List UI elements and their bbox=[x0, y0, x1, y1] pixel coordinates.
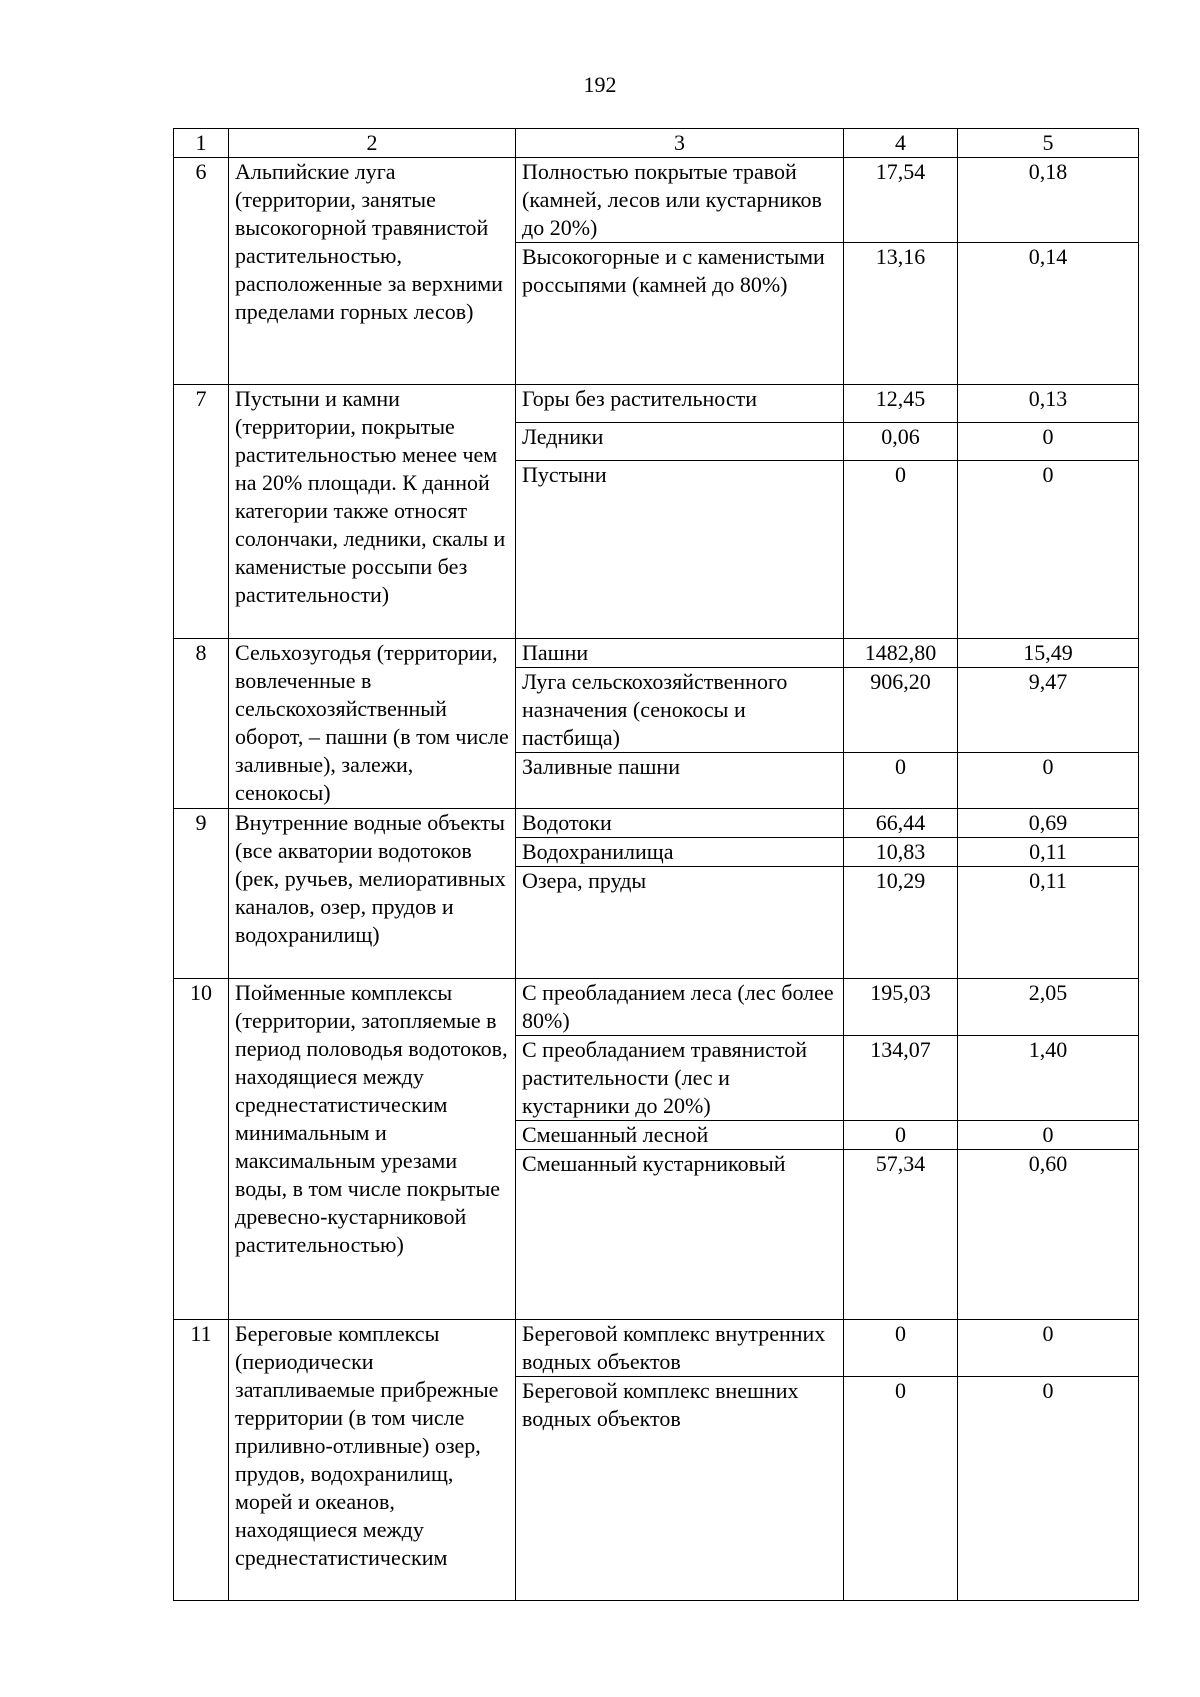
area-value-cell: 0 bbox=[844, 461, 958, 639]
area-value-cell: 1482,80 bbox=[844, 639, 958, 668]
percent-value-cell: 0,14 bbox=[958, 243, 1139, 385]
subtype-cell: Смешанный кустарниковый bbox=[516, 1150, 844, 1320]
percent-value-cell: 0,60 bbox=[958, 1150, 1139, 1320]
area-value-cell: 12,45 bbox=[844, 385, 958, 423]
percent-value-cell: 0,69 bbox=[958, 809, 1139, 838]
percent-value-cell: 15,49 bbox=[958, 639, 1139, 668]
area-value-cell: 134,07 bbox=[844, 1036, 958, 1121]
subtype-cell: Смешанный лесной bbox=[516, 1121, 844, 1150]
subtype-cell: Полностью покрытые травой (камней, лесов или кустарников до 20%) bbox=[516, 158, 844, 243]
percent-value-cell: 0,11 bbox=[958, 867, 1139, 979]
row-number: 10 bbox=[174, 979, 229, 1320]
percent-value-cell: 9,47 bbox=[958, 668, 1139, 753]
area-value-cell: 13,16 bbox=[844, 243, 958, 385]
percent-value-cell: 0 bbox=[958, 1320, 1139, 1377]
percent-value-cell: 0 bbox=[958, 423, 1139, 461]
table-row bbox=[174, 809, 1139, 838]
column-header: 5 bbox=[958, 129, 1139, 158]
category-description: Внутренние водные объекты (все акватории водотоков (рек, ручьев, мелиоративных каналов, озер, прудов и водохранилищ) bbox=[229, 809, 516, 979]
land-category-table bbox=[173, 128, 1139, 1601]
row-number: 6 bbox=[174, 158, 229, 385]
subtype-cell: Горы без растительности bbox=[516, 385, 844, 423]
subtype-cell: Береговой комплекс внешних водных объектов bbox=[516, 1377, 844, 1601]
percent-value-cell: 0 bbox=[958, 1377, 1139, 1601]
subtype-cell: Водохранилища bbox=[516, 838, 844, 867]
row-number: 7 bbox=[174, 385, 229, 639]
percent-value-cell: 0 bbox=[958, 1121, 1139, 1150]
percent-value-cell: 0,11 bbox=[958, 838, 1139, 867]
area-value-cell: 10,29 bbox=[844, 867, 958, 979]
page-number: 192 bbox=[583, 72, 617, 97]
area-value-cell: 57,34 bbox=[844, 1150, 958, 1320]
table-row bbox=[174, 1320, 1139, 1377]
area-value-cell: 66,44 bbox=[844, 809, 958, 838]
percent-value-cell: 0,13 bbox=[958, 385, 1139, 423]
table-row bbox=[174, 979, 1139, 1036]
subtype-cell: С преобладанием леса (лес более 80%) bbox=[516, 979, 844, 1036]
category-description: Пустыни и камни (территории, покрытые растительностью менее чем на 20% площади. К данной категории также относят солончаки, ледники, скалы и каменистые россыпи без растительности) bbox=[229, 385, 516, 639]
percent-value-cell: 0 bbox=[958, 753, 1139, 809]
table-row bbox=[174, 385, 1139, 423]
table-header-row bbox=[174, 129, 1139, 158]
subtype-cell: Водотоки bbox=[516, 809, 844, 838]
column-header: 1 bbox=[174, 129, 229, 158]
subtype-cell: Ледники bbox=[516, 423, 844, 461]
row-number: 8 bbox=[174, 639, 229, 809]
category-description: Сельхозугодья (территории, вовлеченные в сельскохозяйственный оборот, – пашни (в том числе заливные), залежи, сенокосы) bbox=[229, 639, 516, 809]
column-header: 4 bbox=[844, 129, 958, 158]
area-value-cell: 17,54 bbox=[844, 158, 958, 243]
subtype-cell: С преобладанием травянистой растительности (лес и кустарники до 20%) bbox=[516, 1036, 844, 1121]
area-value-cell: 0 bbox=[844, 1377, 958, 1601]
category-description: Береговые комплексы (периодически затапливаемые прибрежные территории (в том числе приливно-отливные) озер, прудов, водохранилищ, морей и океанов, находящиеся между среднестатистическим bbox=[229, 1320, 516, 1601]
row-number: 11 bbox=[174, 1320, 229, 1601]
subtype-cell: Заливные пашни bbox=[516, 753, 844, 809]
table-row bbox=[174, 158, 1139, 243]
subtype-cell: Луга сельскохозяйственного назначения (сенокосы и пастбища) bbox=[516, 668, 844, 753]
subtype-cell: Береговой комплекс внутренних водных объектов bbox=[516, 1320, 844, 1377]
category-description: Альпийские луга (территории, занятые высокогорной травянистой растительностью, расположенные за верхними пределами горных лесов) bbox=[229, 158, 516, 385]
area-value-cell: 0 bbox=[844, 753, 958, 809]
area-value-cell: 195,03 bbox=[844, 979, 958, 1036]
row-number: 9 bbox=[174, 809, 229, 979]
percent-value-cell: 1,40 bbox=[958, 1036, 1139, 1121]
area-value-cell: 0 bbox=[844, 1320, 958, 1377]
percent-value-cell: 2,05 bbox=[958, 979, 1139, 1036]
percent-value-cell: 0 bbox=[958, 461, 1139, 639]
area-value-cell: 0,06 bbox=[844, 423, 958, 461]
column-header: 2 bbox=[229, 129, 516, 158]
column-header: 3 bbox=[516, 129, 844, 158]
area-value-cell: 0 bbox=[844, 1121, 958, 1150]
subtype-cell: Озера, пруды bbox=[516, 867, 844, 979]
subtype-cell: Высокогорные и с каменистыми россыпями (камней до 80%) bbox=[516, 243, 844, 385]
area-value-cell: 10,83 bbox=[844, 838, 958, 867]
category-description: Пойменные комплексы (территории, затопляемые в период половодья водотоков, находящиеся между среднестатистическим минимальным и максимальным урезами воды, в том числе покрытые древесно-кустарниковой растительностью) bbox=[229, 979, 516, 1320]
percent-value-cell: 0,18 bbox=[958, 158, 1139, 243]
subtype-cell: Пашни bbox=[516, 639, 844, 668]
table-row bbox=[174, 639, 1139, 668]
subtype-cell: Пустыни bbox=[516, 461, 844, 639]
area-value-cell: 906,20 bbox=[844, 668, 958, 753]
